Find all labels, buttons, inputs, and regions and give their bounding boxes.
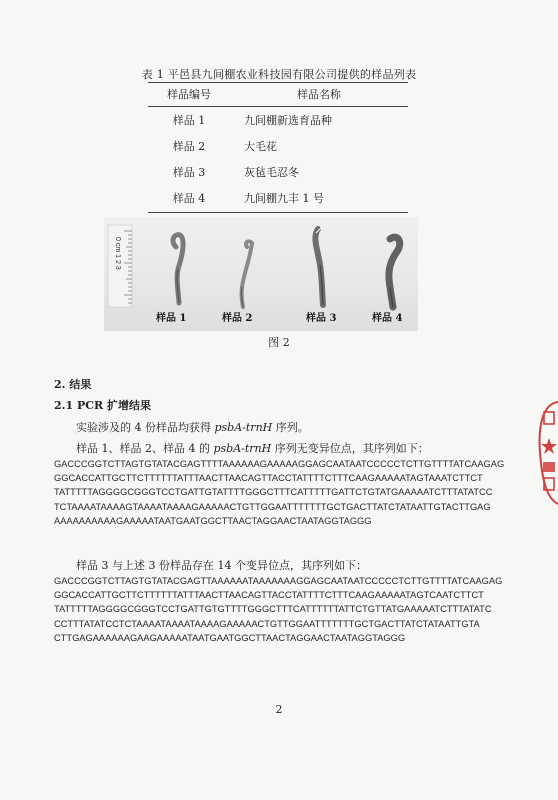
- photo-label: 样品 1: [156, 313, 187, 324]
- table-row: [148, 159, 408, 185]
- flower-bud-1: [173, 235, 183, 303]
- para1-text-after: 序列无变异位点，其序列如下：: [271, 442, 429, 455]
- sequence-line: AAAAAAAAAAGAAAAATAATGAATGGCTTAACTAGGAACTAATAGGTAGGG: [54, 515, 372, 526]
- sequence-line: GACCCGGTCTTAGTGTATACGAGTTAAAAAATAAAAAAAGGAGCAATAATCCCCCTCTTGTTTTATCAAGAG: [54, 576, 503, 586]
- table-row: [148, 133, 408, 159]
- section-heading: 2. 结果: [54, 378, 92, 391]
- header-sample-name: 样品名称: [230, 83, 408, 107]
- paragraph-1: [54, 440, 429, 456]
- ruler: [108, 225, 132, 307]
- sample-photo: [104, 217, 418, 331]
- intro-text-before: 实验涉及的 4 份样品均获得: [76, 421, 215, 434]
- paragraph-2: 样品 3 与上述 3 份样品存在 14 个变异位点，其序列如下：: [76, 559, 367, 572]
- flower-bud-4: [389, 237, 400, 307]
- sequence-line: TATTTTTAGGGGCGGGTCCTGATTGTATTTTGGGCTTTCATTTTTGATTCTGTATGAAAAATCTTTATATCC: [54, 487, 493, 498]
- gene-name: psbA-trnH: [214, 421, 273, 434]
- intro-text-after: 序列。: [272, 421, 309, 434]
- sample-name: 大毛花: [244, 140, 277, 153]
- red-seal-stamp: [536, 398, 558, 508]
- subsection-heading: 2.1 PCR 扩增结果: [54, 399, 151, 412]
- intro-paragraph: [54, 419, 309, 435]
- table-row: [148, 185, 408, 213]
- page-number: 2: [275, 703, 283, 716]
- sequence-block-2: [54, 574, 514, 645]
- ruler-text: 0 cm 1 2 3: [114, 237, 121, 270]
- sample-name: 九间棚九丰 1 号: [230, 185, 408, 213]
- flower-bud-2: [242, 241, 252, 307]
- flower-bud-3: [315, 227, 323, 305]
- sample-name: 灰毡毛忍冬: [244, 166, 299, 179]
- table-header-row: [148, 83, 408, 107]
- sequence-line: CCTTTATATCCTCTAAAATAAAATAAAAGAAAAACTGTTGGAATTTTTTTGCTGACTTATCTATAATTGTA: [54, 618, 480, 629]
- sample-id: 样品 3: [172, 166, 206, 179]
- photo-label: 样品 2: [222, 313, 253, 324]
- sequence-line: TATTTTTAGGGGCGGGTCCTGATTGTGTTTTGGGCTTTCATTTTTTATTCTGTTATGAAAAATCTTTATATC: [54, 604, 492, 615]
- sequence-line: CTTGAGAAAAAAGAAGAAAAATAATGAATGGCTTAACTAGGAACTAATAGGTAGGG: [54, 632, 406, 643]
- sample-table: [148, 82, 408, 213]
- photo-label: 样品 4: [372, 313, 403, 324]
- gene-name: psbA-trnH: [213, 442, 272, 455]
- sample-id: 样品 2: [172, 140, 206, 153]
- table-row: [148, 107, 408, 134]
- sample-id: 样品 4: [148, 185, 230, 213]
- table-caption: 表 1 平邑县九间棚农业科技园有限公司提供的样品列表: [141, 68, 417, 81]
- photo-label: 样品 3: [306, 313, 337, 324]
- sequence-line: TCTAAAATAAAAGTAAAATAAAAGAAAAACTGTTGGAATTTTTTTGCTGACTTATCTATAATTGTACTTGAG: [54, 501, 491, 512]
- header-sample-id: 样品编号: [148, 83, 230, 107]
- figure-caption: 图 2: [268, 336, 290, 349]
- sequence-line: GGCACCATTGCTTCTTTTTTATTTAACTTAACAGTTACCTATTTTCTTTCAAGAAAAATAGTCAATCTTCT: [54, 590, 484, 601]
- sequence-block-1: [54, 457, 514, 528]
- sample-photo-drawing: [104, 217, 418, 331]
- sample-name: 九间棚新选育品种: [244, 114, 332, 127]
- sample-id: 样品 1: [172, 114, 206, 127]
- sequence-line: GACCCGGTCTTAGTGTATACGAGTTTTAAAAAAGAAAAAGGAGCAATAATCCCCCTCTTGTTTTATCAAGAG: [54, 459, 505, 469]
- para1-text-before: 样品 1、样品 2、样品 4 的: [76, 442, 214, 455]
- sequence-line: GGCACCATTGCTTCTTTTTTATTTAACTTAACAGTTACCTATTTTCTTTCAAGAAAAATAGTAAATCTTCT: [54, 473, 483, 484]
